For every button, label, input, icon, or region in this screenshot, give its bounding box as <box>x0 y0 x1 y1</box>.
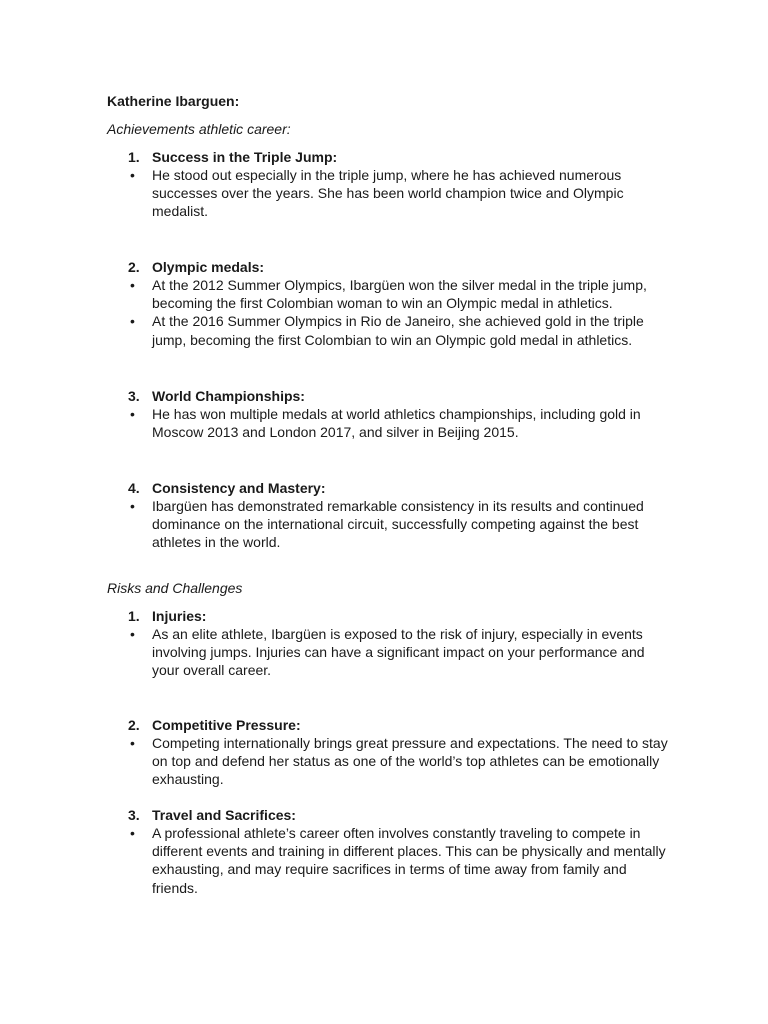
bullet-icon: • <box>130 167 135 183</box>
risks-heading: Risks and Challenges <box>107 580 243 596</box>
bullet-icon: • <box>130 498 135 514</box>
achievement-item-2 <box>128 258 668 349</box>
bullet-icon: • <box>130 735 135 751</box>
bullet-item <box>128 625 668 680</box>
risk-item-heading <box>128 607 668 625</box>
item-title: Success in the Triple Jump: <box>152 149 338 165</box>
bullet-text: He has won multiple medals at world athletics championships, including gold in Moscow 2013 and London 2017, and silver in Beijing 2015. <box>152 406 641 441</box>
risk-item-2 <box>128 716 668 789</box>
risk-item-1 <box>128 607 668 680</box>
bullet-icon: • <box>130 406 135 422</box>
item-title: Consistency and Mastery: <box>152 480 326 496</box>
bullet-text: A professional athlete’s career often involves constantly traveling to compete in different events and training in different places. This can be physically and mentally exhausting, and may require sacrifices in terms of time away from family and friends. <box>152 825 666 896</box>
achievement-item-heading <box>128 258 668 276</box>
bullet-item <box>128 166 668 221</box>
bullet-text: Competing internationally brings great pressure and expectations. The need to stay on top and defend her status as one of the world’s top athletes can be emotionally exhausting. <box>152 735 668 788</box>
bullet-item <box>128 824 668 897</box>
item-number: 3. <box>128 807 140 823</box>
achievement-item-1 <box>128 148 668 221</box>
item-title: Competitive Pressure: <box>152 717 301 733</box>
bullet-text: Ibargüen has demonstrated remarkable consistency in its results and continued dominance on the international circuit, successfully competing against the best athletes in the world. <box>152 498 644 551</box>
bullet-item <box>128 734 668 789</box>
bullet-icon: • <box>130 626 135 642</box>
achievement-item-3 <box>128 387 668 441</box>
item-title: Injuries: <box>152 608 207 624</box>
bullet-icon: • <box>130 313 135 330</box>
bullet-item <box>128 276 668 312</box>
bullet-icon: • <box>130 277 135 293</box>
bullet-item <box>128 312 668 348</box>
risk-item-3 <box>128 806 668 897</box>
bullet-text: At the 2012 Summer Olympics, Ibargüen won the silver medal in the triple jump, becoming the first Colombian woman to win an Olympic medal in athletics. <box>152 277 647 312</box>
risk-item-heading <box>128 806 668 824</box>
document-title: Katherine Ibarguen: <box>107 93 240 109</box>
item-number: 3. <box>128 388 140 404</box>
bullet-text: He stood out especially in the triple jump, where he has achieved numerous successes over the years. She has been world champion twice and Olympic medalist. <box>152 167 624 220</box>
risk-item-heading <box>128 716 668 734</box>
item-title: Travel and Sacrifices: <box>152 807 296 823</box>
bullet-text: As an elite athlete, Ibargüen is exposed to the risk of injury, especially in events involving jumps. Injuries can have a significant impact on your performance and your overall career. <box>152 626 645 679</box>
item-title: World Championships: <box>152 388 305 404</box>
item-number: 2. <box>128 717 140 733</box>
item-number: 4. <box>128 480 140 496</box>
item-number: 1. <box>128 149 140 165</box>
achievement-item-heading <box>128 479 668 497</box>
achievement-item-4 <box>128 479 668 552</box>
bullet-icon: • <box>130 825 135 841</box>
item-title: Olympic medals: <box>152 259 265 275</box>
bullet-item <box>128 497 668 552</box>
achievement-item-heading <box>128 387 668 405</box>
achievements-heading: Achievements athletic career: <box>107 121 291 137</box>
bullet-text: At the 2016 Summer Olympics in Rio de Janeiro, she achieved gold in the triple jump, becoming the first Colombian to win an Olympic gold medal in athletics. <box>152 313 644 348</box>
item-number: 1. <box>128 608 140 624</box>
achievement-item-heading <box>128 148 668 166</box>
item-number: 2. <box>128 259 140 275</box>
bullet-item <box>128 405 668 441</box>
